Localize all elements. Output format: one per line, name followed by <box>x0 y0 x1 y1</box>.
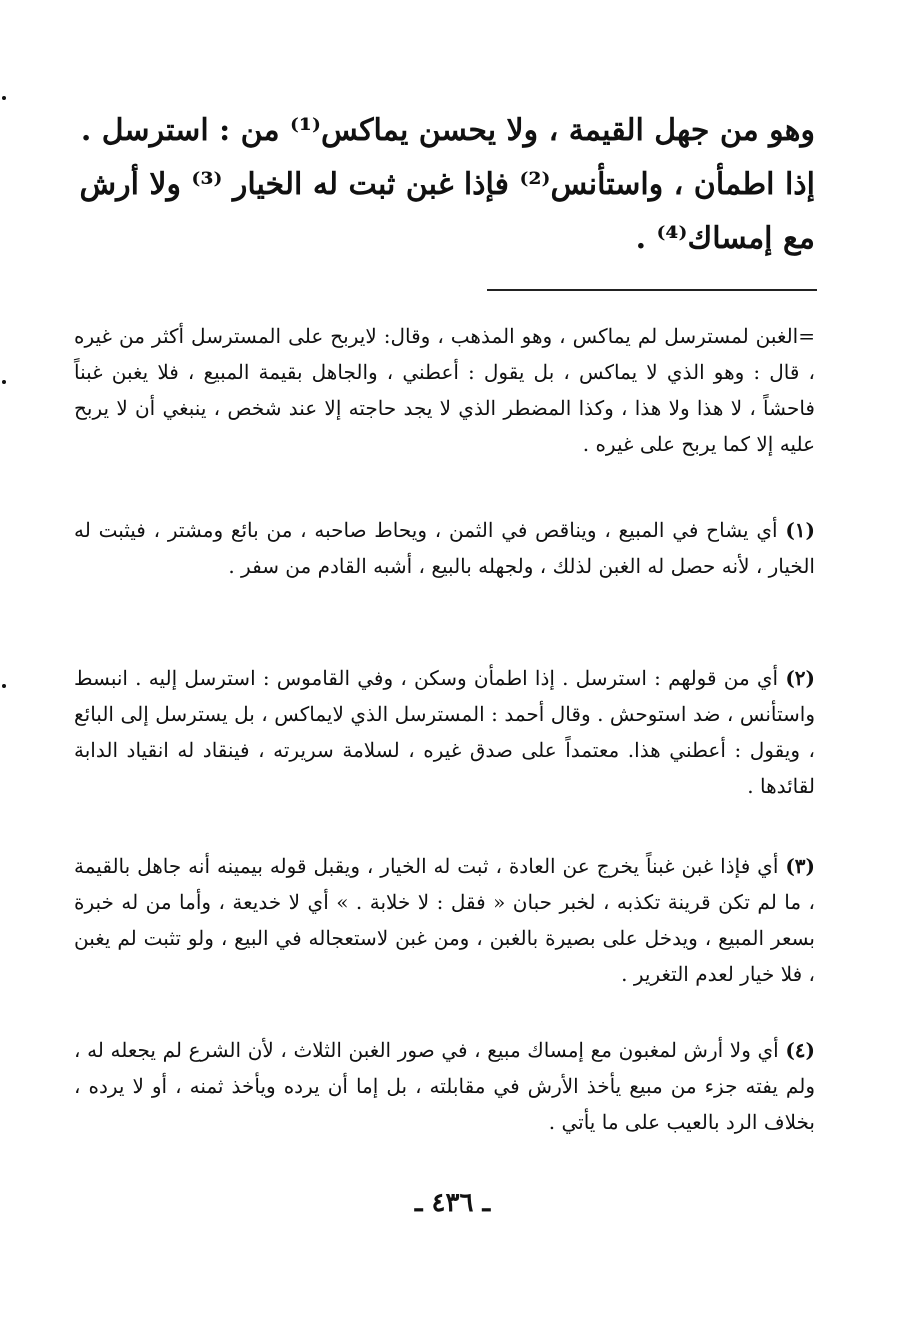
footnote-label: (١) <box>785 518 815 542</box>
main-text-line: مع إمساك⁽⁴⁾ . <box>635 221 815 256</box>
main-text-line: وهو من جهل القيمة ، ولا يحسن يماكس⁽¹⁾ من : استرسل . <box>80 113 815 148</box>
footnote-text: =الغبن لمسترسل لم يماكس ، وهو المذهب ، وقال: لايربح على المسترسل أكثر من غيره ، قال : وهو الذي لا يماكس ، بل يقول : أعطني ، والجاهل بقيمة المبيع ، فلا يغبن غبناً فاحشاً ، لا هذا ولا هذا ، وكذا المضطر الذي لا يجد حاجته إلا عند شخص ، ينبغي أن لا يربح عليه إلا كما يربح على غيره . <box>74 324 815 456</box>
footnote-text: أي فإذا غبن غبناً يخرج عن العادة ، ثبت له الخيار ، ويقبل قوله بيمينه أنه جاهل بالقيمة ، ما لم تكن قرينة تكذبه ، لخبر حبان « فقل : لا خلابة . » أي لا خديعة ، وأما من له خبرة بسعر المبيع ، ويدخل على بصيرة بالغبن ، ومن غبن لاستعجاله في البيع ، ولو تثبت لم يغبن ، فلا خيار لعدم التغرير . <box>74 854 815 986</box>
footnote-label: (٣) <box>785 854 815 878</box>
footnote-4 <box>74 1032 815 1140</box>
main-text-line: إذا اطمأن ، واستأنس⁽²⁾ فإذا غبن ثبت له الخيار ⁽³⁾ ولا أرش <box>79 167 815 202</box>
page-number: ـ ٤٣٦ ـ <box>414 1188 491 1218</box>
main-text <box>74 104 815 266</box>
footnote-1 <box>74 512 815 584</box>
footnote-label: (٢) <box>785 666 816 690</box>
footnote-2 <box>74 660 815 804</box>
footnote-label: (٤) <box>785 1038 815 1062</box>
footnote-text: أي من قولهم : استرسل . إذا اطمأن وسكن ، وفي القاموس : استرسل إليه . انبسط واستأنس ، ضد استوحش . وقال أحمد : المسترسل الذي لايماكس ، بل يسترسل إلى البائع ، ويقول : أعطني هذا. معتمداً على صدق غيره ، لسلامة سريرته ، فينقاد له انقياد الدابة لقائدها . <box>74 666 815 798</box>
margin-mark <box>2 380 6 384</box>
margin-mark <box>2 684 6 688</box>
footnote-3 <box>74 848 815 992</box>
footnote-text: أي ولا أرش لمغبون مع إمساك مبيع ، في صور الغبن الثلاث ، لأن الشرع لم يجعله له ، ولم يفته جزء من مبيع يأخذ الأرش في مقابلته ، بل إما أن يرده ويأخذ ثمنه ، أو لا يرده ، بخلاف الرد بالعيب على ما يأتي . <box>74 1038 815 1134</box>
margin-mark <box>2 96 6 100</box>
footnote-separator <box>487 289 817 291</box>
footnote-continued <box>74 318 815 462</box>
footnote-text: أي يشاح في المبيع ، ويناقص في الثمن ، ويحاط صاحبه ، من بائع ومشتر ، فيثبت له الخيار ، لأنه حصل له الغبن لذلك ، ولجهله بالبيع ، أشبه القادم من سفر . <box>74 518 815 578</box>
